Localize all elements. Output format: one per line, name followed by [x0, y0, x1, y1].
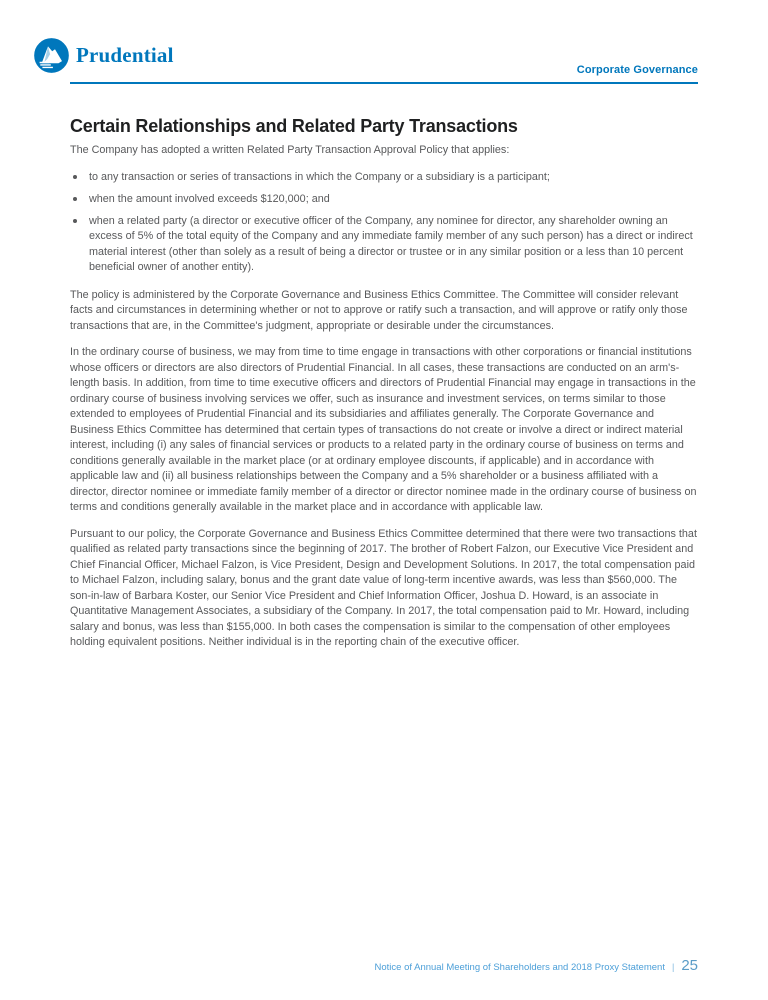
section-label: Corporate Governance — [576, 64, 698, 76]
footer-separator: | — [671, 962, 675, 972]
bullet-text: when a related party (a director or executive officer of the Company, any nominee for director, any shareholder owning an excess of 5% of the total equity of the Company and any immediate family member of any such person) has a direct or indirect material interest (other than solely as a result of being a director or trustee or in any similar position or a less than 10 percent beneficial owner of another entity). — [89, 214, 693, 273]
prudential-rock-logo-icon — [34, 38, 69, 73]
footer-text: Notice of Annual Meeting of Shareholders and 2018 Proxy Statement — [374, 962, 665, 973]
bullet-item — [70, 192, 698, 208]
brand-wordmark: Prudential — [76, 43, 174, 67]
main-content — [70, 115, 698, 662]
intro-paragraph: The Company has adopted a written Related Party Transaction Approval Policy that applies: — [70, 144, 510, 156]
prudential-brand — [34, 38, 174, 73]
page-number: 25 — [681, 957, 698, 974]
body-paragraph: Pursuant to our policy, the Corporate Governance and Business Ethics Committee determined that there were two transactions that qualified as related party transactions since the beginning of 2017. The brother of Robert Falzon, our Executive Vice President and Chief Financial Officer, Michael Falzon, is Vice President, Design and Development Solutions. In 2017, the total compensation paid to Michael Falzon, including salary, bonus and the grant date value of long-term incentive awards, was less than $560,000. The son-in-law of Barbara Koster, our Senior Vice President and Chief Information Officer, Joshua D. Howard, is an associate in Quantitative Management Associates, a subsidiary of the Company. In 2017, the total compensation paid to Mr. Howard, including salary and bonus, was less than $155,000. In both cases the compensation is similar to the compensation of other employees holding equivalent positions. Neither individual is in the reporting chain of the executive officer. — [70, 527, 697, 648]
bullet-dot-icon — [73, 197, 77, 201]
bullet-dot-icon — [73, 219, 77, 223]
body-paragraph: The policy is administered by the Corporate Governance and Business Ethics Committee. The Committee will consider relevant facts and circumstances in determining whether or not to approve or ratify such a transaction, and will approve or ratify only those transactions that are, in the Committee's judgment, appropriate or desirable under the circumstances. — [70, 288, 688, 332]
bullet-text: to any transaction or series of transactions in which the Company or a subsidiary is a participant; — [89, 170, 550, 183]
policy-bullet-list — [70, 170, 698, 276]
page-header — [70, 38, 698, 84]
body-paragraph: In the ordinary course of business, we may from time to time engage in transactions with other corporations or financial institutions whose officers or directors are also directors of Prudential Financial. In all cases, these transactions are conducted on an arm's-length basis. In addition, from time to time executive officers and directors of Prudential Financial may engage in transactions in the ordinary course of business involving services we offer, such as insurance and investment services, on terms similar to those extended to employees of Prudential Financial and its subsidiaries and affiliates generally. The Corporate Governance and Business Ethics Committee has determined that certain types of transactions do not create or involve a direct or indirect material interest, including (i) any sales of financial services or products to a related party in the ordinary course of business on terms and conditions generally available in the market place (or at ordinary employee discounts, if applicable) and in accordance with applicable law and (ii) all business relationships between the Company and a 5% shareholder or a business affiliated with a director, director nominee or immediate family member of a director or director nominee made in the ordinary course of business on terms and conditions generally available in the market place and in accordance with applicable law. — [70, 346, 697, 513]
bullet-item — [70, 170, 698, 186]
page-footer — [375, 957, 699, 974]
bullet-item — [70, 214, 698, 276]
page-title: Certain Relationships and Related Party Transactions — [70, 116, 518, 136]
bullet-text: when the amount involved exceeds $120,000; and — [89, 192, 330, 205]
bullet-dot-icon — [73, 175, 77, 179]
